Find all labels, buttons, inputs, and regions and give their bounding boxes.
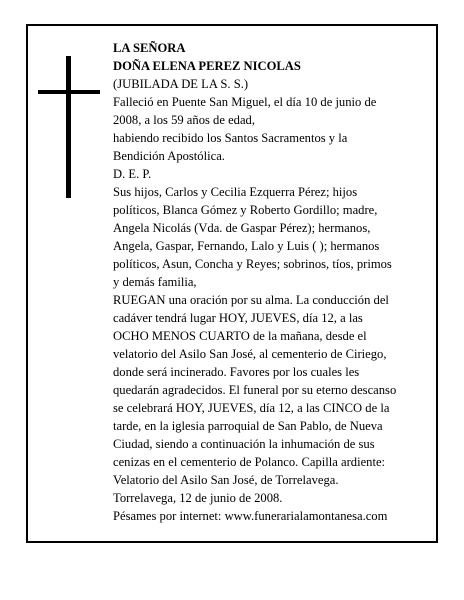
cross-icon (38, 56, 100, 198)
text-line: Sus hijos, Carlos y Cecilia Ezquerra Pérez; hijos (113, 185, 358, 199)
text-line: y demás familia, (113, 275, 197, 289)
text-line: Ciudad, siendo a continuación la inhumación de sus (113, 437, 375, 451)
text-line: D. E. P. (113, 167, 152, 181)
cross-horizontal-bar (38, 90, 100, 94)
text-line: habiendo recibido los Santos Sacramentos y la (113, 131, 348, 145)
heading-title: LA SEÑORA (113, 41, 186, 55)
text-line: 2008, a los 59 años de edad, (113, 113, 255, 127)
heading-name: DOÑA ELENA PEREZ NICOLAS (113, 59, 301, 73)
text-line: velatorio del Asilo San José, al cementerio de Ciriego, (113, 347, 387, 361)
text-line: cadáver tendrá lugar HOY, JUEVES, día 12, a las (113, 311, 363, 325)
text-line: RUEGAN una oración por su alma. La conducción del (113, 293, 389, 307)
text-line: Angela, Gaspar, Fernando, Lalo y Luis ( ); hermanos (113, 239, 380, 253)
text-line: Pésames por internet: www.funerarialamontanesa.com (113, 509, 388, 523)
text-line: donde será incinerado. Favores por los cuales les (113, 365, 360, 379)
text-line: políticos, Blanca Gómez y Roberto Gordillo; madre, (113, 203, 378, 217)
text-line: quedarán agradecidos. El funeral por su eterno descanso (113, 383, 397, 397)
text-line: OCHO MENOS CUARTO de la mañana, desde el (113, 329, 367, 343)
text-line: Bendición Apostólica. (113, 149, 225, 163)
text-line: tarde, en la iglesia parroquial de San Pablo, de Nueva (113, 419, 383, 433)
text-line: políticos, Asun, Concha y Reyes; sobrinos, tíos, primos (113, 257, 392, 271)
text-line: Torrelavega, 12 de junio de 2008. (113, 491, 283, 505)
text-line: cenizas en el cementerio de Polanco. Capilla ardiente: (113, 455, 386, 469)
cross-vertical-bar (66, 56, 71, 198)
text-line: (JUBILADA DE LA S. S.) (113, 77, 249, 91)
obituary-text (113, 39, 421, 525)
text-line: se celebrará HOY, JUEVES, día 12, a las CINCO de la (113, 401, 390, 415)
text-line: Falleció en Puente San Miguel, el día 10 de junio de (113, 95, 377, 109)
text-line: Velatorio del Asilo San José, de Torrelavega. (113, 473, 339, 487)
text-line: Angela Nicolás (Vda. de Gaspar Pérez); hermanos, (113, 221, 371, 235)
